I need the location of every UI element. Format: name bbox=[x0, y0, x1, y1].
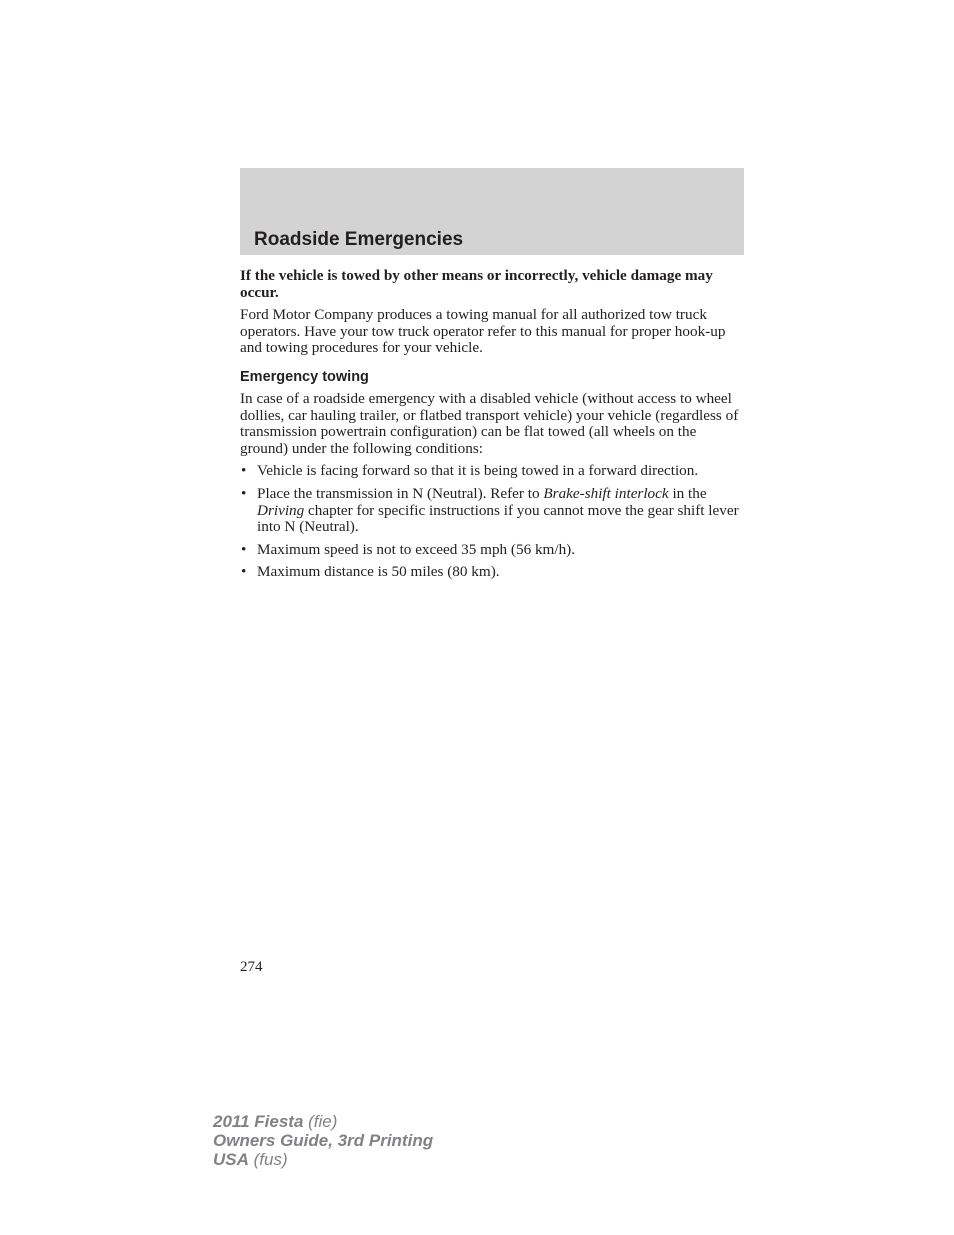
bullet-icon: • bbox=[241, 462, 247, 480]
footer-model: 2011 Fiesta bbox=[213, 1112, 304, 1131]
brake-shift-interlock-reference: Brake-shift interlock bbox=[543, 484, 669, 502]
footer-edition: Owners Guide, 3rd Printing bbox=[213, 1131, 434, 1150]
bullet-icon: • bbox=[241, 484, 247, 502]
list-item-text: Place the transmission in N (Neutral). Refer to bbox=[257, 484, 544, 502]
emergency-towing-heading: Emergency towing bbox=[240, 368, 369, 385]
section-title: Roadside Emergencies bbox=[254, 229, 464, 250]
list-item bbox=[240, 542, 746, 559]
list-item-text: Maximum speed is not to exceed 35 mph (56 km/h). bbox=[257, 540, 576, 558]
emergency-towing-paragraph: In case of a roadside emergency with a disabled vehicle (without access to wheel dollies, car hauling trailer, or flatbed transport vehicle) your vehicle (regardless of transmission powertrain configuration) can be flat towed (all wheels on the ground) under the following conditions: bbox=[240, 389, 739, 457]
footer-region-line bbox=[213, 1150, 433, 1169]
intro-paragraph: Ford Motor Company produces a towing manual for all authorized tow truck operators. Have your tow truck operator refer to this manual for proper hook-up and towing procedures for your vehicle. bbox=[240, 306, 726, 357]
section-header-band bbox=[240, 168, 744, 255]
list-item bbox=[240, 463, 746, 480]
conditions-list bbox=[240, 463, 746, 581]
footer-model-code: (fie) bbox=[303, 1112, 338, 1131]
list-item-text: in the bbox=[668, 484, 707, 502]
warning-text: If the vehicle is towed by other means or incorrectly, vehicle damage may occur. bbox=[240, 267, 713, 301]
page-number: 274 bbox=[240, 959, 263, 975]
bullet-icon: • bbox=[241, 563, 247, 581]
driving-chapter-reference: Driving bbox=[257, 501, 305, 519]
footer-model-line bbox=[213, 1112, 433, 1131]
list-item-text: Maximum distance is 50 miles (80 km). bbox=[257, 563, 500, 581]
list-item bbox=[240, 564, 746, 581]
list-item-text: chapter for specific instructions if you cannot move the gear shift lever into N (Neutral). bbox=[257, 501, 739, 536]
bullet-icon: • bbox=[241, 540, 247, 558]
footer-region-code: (fus) bbox=[248, 1150, 288, 1169]
document-footer bbox=[213, 1112, 433, 1169]
list-item-text: Vehicle is facing forward so that it is being towed in a forward direction. bbox=[257, 462, 699, 480]
footer-edition-line bbox=[213, 1131, 433, 1150]
footer-region: USA bbox=[213, 1150, 249, 1169]
list-item bbox=[240, 486, 746, 536]
page-content bbox=[240, 268, 746, 587]
